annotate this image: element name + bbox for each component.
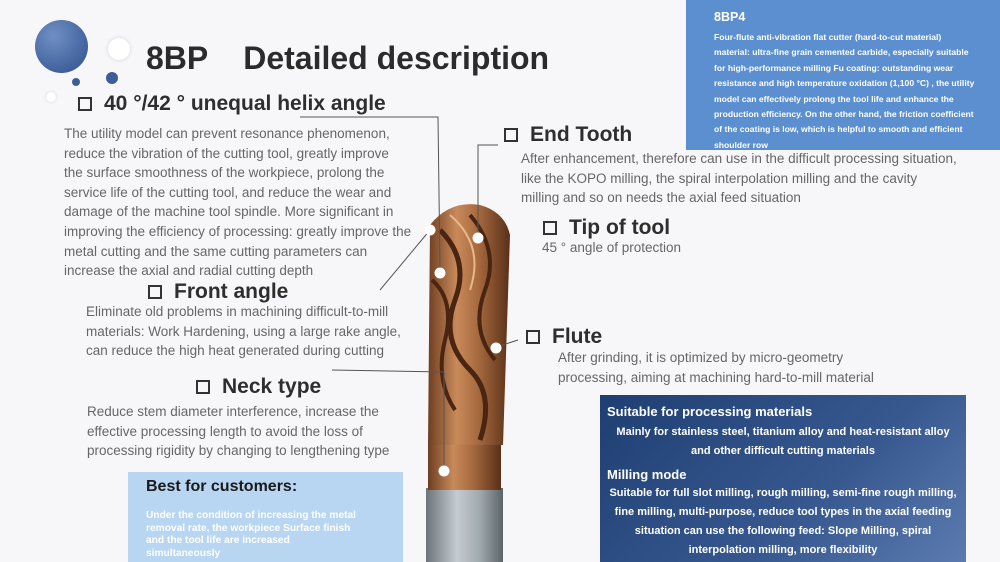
text-line: Mainly for stainless steel, titanium alloy and heat-resistant alloy: [616, 426, 950, 438]
text-line: effective processing length to avoid the loss of: [87, 423, 363, 439]
text-line: 45 ° angle of protection: [542, 240, 681, 255]
text-line: of the coating is low, which is helpful to smooth and efficient: [714, 124, 963, 135]
text-line: for high-performance milling Fu coating: outstanding wear: [714, 62, 954, 73]
marker-dot: [491, 343, 502, 354]
text-line: model can effectively prolong the tool life and enhance the: [714, 93, 954, 104]
text-line: damage of the machine tool spindle. More significant in: [64, 204, 394, 220]
page-title: 8BP Detailed description: [146, 40, 550, 76]
text-line: Under the condition of increasing the metal: [146, 510, 356, 521]
text-line: can reduce the high heat generated during cutting: [86, 343, 384, 359]
text-line: the surface smoothness of the workpiece, prolong the: [64, 165, 385, 181]
text-line: material: ultra-fine grain cemented carbide, especially suitable: [714, 47, 969, 58]
text-line: simultaneously: [146, 547, 221, 559]
suitable-materials-box: [600, 395, 966, 562]
text-line: removal rate, the workpiece Surface finish: [146, 522, 351, 534]
text-line: metal cutting and the same cutting parameters can: [64, 243, 368, 259]
flute-heading-label: Flute: [552, 325, 603, 348]
text-line: materials: Work Hardening, using a large rake angle,: [86, 323, 401, 339]
cutter-neck: [428, 440, 501, 490]
text-line: shoulder row: [714, 139, 768, 150]
text-line: reduce the vibration of the cutting tool, greatly improve: [64, 145, 389, 161]
end-tooth-heading-label: End Tooth: [530, 123, 633, 146]
text-line: production efficiency. On the other hand, the friction coefficient: [714, 109, 974, 120]
text-line: milling and so on needs the axial feed situation: [521, 190, 801, 206]
text-line: resistance and high temperature oxidation (1,100 °C) , the utility: [714, 78, 975, 89]
text-line: situation can use the following feed: Slope Milling, spiral: [634, 525, 932, 537]
marker-dot: [439, 466, 450, 477]
text-line: processing rigidity by changing to lengthening type: [87, 443, 390, 459]
text-line: Four-flute anti-vibration flat cutter (hard-to-cut material): [714, 32, 942, 42]
text-line: service life of the cutting tool, and reduce the wear and: [64, 184, 392, 200]
text-line: improving the efficiency of processing: greatly improve the: [64, 223, 412, 239]
text-line: Eliminate old problems in machining difficult-to-mill: [86, 304, 389, 319]
text-line: Suitable for full slot milling, rough milling, semi-fine rough milling,: [609, 487, 957, 499]
text-line: After grinding, it is optimized by micro-geometry: [558, 350, 844, 365]
text-line: increase the axial and radial cutting depth: [64, 263, 314, 279]
tip-heading-label: Tip of tool: [569, 216, 671, 239]
text-line: and other difficult cutting materials: [691, 445, 875, 457]
leader-line: [380, 230, 430, 290]
box-body: [146, 510, 385, 560]
text-line: like the KOPO milling, the spiral interpolation milling and the cavity: [521, 170, 918, 186]
text-line: The utility model can prevent resonance phenomenon,: [64, 126, 390, 141]
text-line: fine milling, multi-purpose, reduce tool types in the axial feeding: [614, 506, 952, 518]
neck-type-heading-label: Neck type: [222, 375, 322, 398]
helix-heading-label: 40 °/42 ° unequal helix angle: [104, 92, 386, 115]
leader-line: [300, 117, 440, 270]
marker-dot: [425, 225, 436, 236]
leader-line: [332, 370, 444, 470]
text-line: processing, aiming at machining hard-to-mill material: [558, 369, 874, 385]
marker-dot: [435, 268, 446, 279]
text-line: Reduce stem diameter interference, increase the: [87, 404, 379, 419]
box-title: Suitable for processing materials: [607, 404, 813, 419]
text-line: and the tool life are increased: [146, 535, 290, 546]
text-line: After enhancement, therefore can use in the difficult processing situation,: [521, 151, 957, 166]
best-for-customers-box: [128, 472, 403, 562]
milling-mode-title: Milling mode: [607, 467, 687, 482]
milling-mode-body: [607, 484, 959, 560]
cutter-shank: [426, 488, 503, 562]
box-title: 8BP4: [714, 10, 746, 24]
box-body: [607, 423, 959, 461]
front-angle-heading-label: Front angle: [174, 280, 289, 303]
text-line: interpolation milling, more flexibility: [688, 544, 878, 556]
box-title: Best for customers:: [146, 478, 298, 495]
marker-dot: [473, 233, 484, 244]
